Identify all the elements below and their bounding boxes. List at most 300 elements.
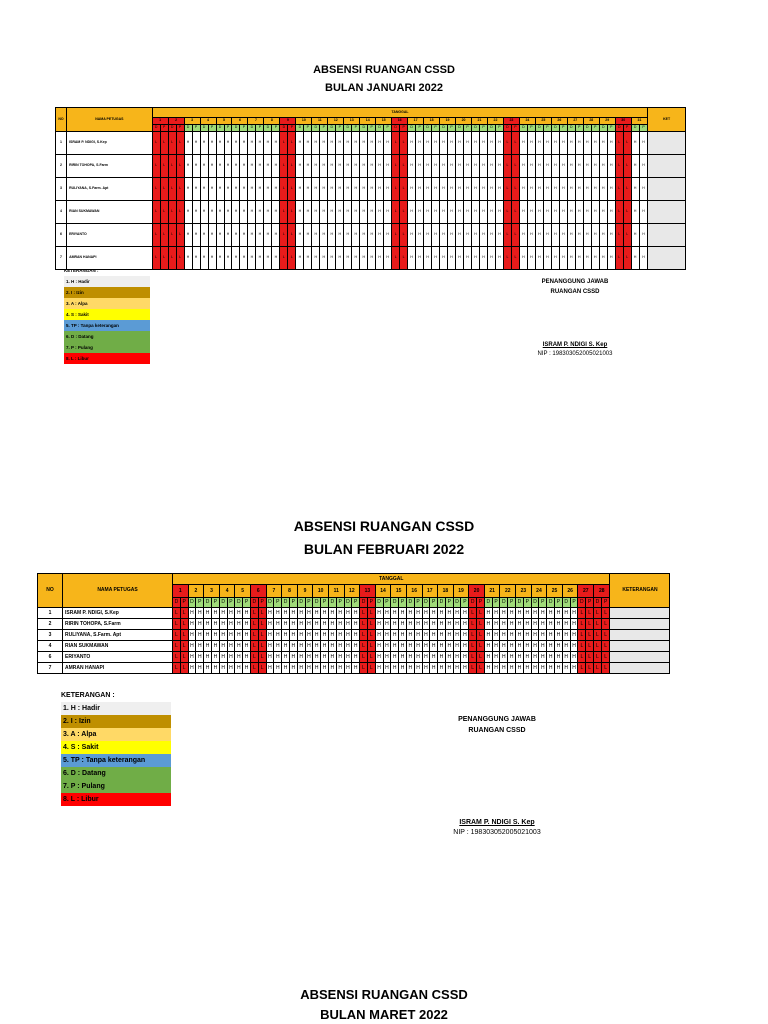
hadir-cell: H — [438, 630, 446, 641]
hadir-cell: H — [480, 155, 488, 178]
hadir-cell: H — [321, 608, 329, 619]
day-number: 3 — [184, 118, 200, 125]
hadir-cell: H — [555, 641, 563, 652]
hadir-cell: H — [264, 132, 272, 155]
hadir-cell: H — [487, 178, 495, 201]
hadir-cell: H — [344, 630, 352, 641]
hadir-cell: H — [297, 663, 305, 674]
hadir-cell: H — [416, 224, 424, 247]
hadir-cell: H — [305, 663, 313, 674]
hadir-cell: H — [416, 247, 424, 270]
hadir-cell: H — [296, 247, 304, 270]
hadir-cell: H — [406, 652, 414, 663]
hadir-cell: H — [543, 247, 551, 270]
hadir-cell: H — [320, 132, 328, 155]
hadir-cell: H — [438, 663, 446, 674]
hadir-cell: H — [438, 619, 446, 630]
hadir-cell: H — [583, 224, 591, 247]
staff-name: RIAN SUKMAWAN — [63, 641, 173, 652]
hadir-cell: H — [224, 132, 232, 155]
hadir-cell: H — [591, 178, 599, 201]
libur-cell: L — [477, 652, 485, 663]
hadir-cell: H — [240, 155, 248, 178]
keterangan-cell — [648, 132, 686, 155]
hadir-cell: H — [344, 132, 352, 155]
libur-cell: L — [360, 608, 368, 619]
hadir-cell: H — [639, 155, 648, 178]
hadir-cell: H — [508, 641, 516, 652]
hadir-cell: H — [312, 155, 320, 178]
hadir-cell: H — [453, 630, 461, 641]
table-row — [56, 178, 686, 201]
hadir-cell: H — [200, 132, 208, 155]
hadir-cell: H — [240, 178, 248, 201]
libur-cell: L — [367, 641, 375, 652]
hadir-cell: H — [414, 630, 422, 641]
libur-cell: L — [578, 630, 586, 641]
hadir-cell: H — [432, 132, 440, 155]
hadir-cell: H — [200, 178, 208, 201]
libur-cell: L — [469, 619, 477, 630]
hadir-cell: H — [591, 224, 599, 247]
hadir-cell: H — [224, 155, 232, 178]
hadir-cell: H — [227, 652, 235, 663]
hadir-cell: H — [200, 201, 208, 224]
hadir-cell: H — [243, 619, 251, 630]
hadir-cell: H — [320, 155, 328, 178]
pulang-mark: P — [523, 598, 531, 608]
libur-cell: L — [578, 652, 586, 663]
hadir-cell: H — [328, 155, 336, 178]
hadir-cell: H — [313, 641, 321, 652]
hadir-cell: H — [336, 178, 344, 201]
day-number: 27 — [578, 585, 594, 598]
hadir-cell: H — [445, 630, 453, 641]
jan-legend-item: 8. L : Libur — [64, 353, 150, 364]
hadir-cell: H — [376, 247, 384, 270]
feb-title: ABSENSI RUANGAN CSSD — [293, 518, 475, 534]
hadir-cell: H — [555, 652, 563, 663]
hadir-cell: H — [352, 663, 360, 674]
day-number: 6 — [232, 118, 248, 125]
libur-cell: L — [152, 178, 160, 201]
hadir-cell: H — [448, 132, 456, 155]
libur-cell: L — [280, 201, 288, 224]
hadir-cell: H — [508, 608, 516, 619]
hadir-cell: H — [328, 608, 336, 619]
hadir-cell: H — [192, 155, 200, 178]
datang-mark: D — [599, 125, 607, 132]
hadir-cell: H — [200, 224, 208, 247]
hadir-cell: H — [547, 652, 555, 663]
table-row — [38, 630, 670, 641]
hadir-cell: H — [391, 641, 399, 652]
hadir-cell: H — [570, 630, 578, 641]
hadir-cell: H — [328, 178, 336, 201]
hadir-cell: H — [448, 201, 456, 224]
hadir-cell: H — [539, 608, 547, 619]
hadir-cell: H — [562, 630, 570, 641]
day-number: 29 — [599, 118, 615, 125]
pulang-mark: P — [416, 125, 424, 132]
staff-no: 4 — [56, 201, 67, 224]
hadir-cell: H — [583, 155, 591, 178]
libur-cell: L — [168, 178, 176, 201]
day-number: 16 — [392, 118, 408, 125]
libur-cell: L — [400, 132, 408, 155]
day-number: 8 — [264, 118, 280, 125]
libur-cell: L — [477, 619, 485, 630]
hadir-cell: H — [383, 641, 391, 652]
hadir-cell: H — [368, 155, 376, 178]
hadir-cell: H — [414, 652, 422, 663]
table-row — [38, 619, 670, 630]
keterangan-cell — [610, 663, 670, 674]
datang-mark: D — [296, 125, 304, 132]
table-row — [38, 641, 670, 652]
tanggal-header: TANGGAL — [173, 574, 610, 585]
libur-cell: L — [578, 608, 586, 619]
hadir-cell: H — [575, 247, 583, 270]
hadir-cell: H — [430, 641, 438, 652]
col-name-header: NAMA PETUGAS — [63, 574, 173, 608]
pulang-mark: P — [176, 125, 184, 132]
datang-mark: D — [282, 598, 290, 608]
hadir-cell: H — [296, 178, 304, 201]
datang-mark: D — [204, 598, 212, 608]
libur-cell: L — [360, 641, 368, 652]
libur-cell: L — [594, 652, 602, 663]
hadir-cell: H — [188, 652, 196, 663]
feb-sign-nip: NIP : 198303052005021003 — [453, 829, 541, 836]
hadir-cell: H — [551, 132, 559, 155]
libur-cell: L — [152, 247, 160, 270]
feb-legend-item: 7. P : Pulang — [61, 780, 171, 793]
hadir-cell: H — [248, 155, 256, 178]
hadir-cell: H — [336, 619, 344, 630]
staff-name: ISRAM P. NDIGI, S.Kep — [67, 132, 153, 155]
feb-sign-title2: RUANGAN CSSD — [468, 727, 526, 734]
day-number: 17 — [408, 118, 424, 125]
hadir-cell: H — [456, 201, 464, 224]
libur-cell: L — [477, 663, 485, 674]
hadir-cell: H — [570, 608, 578, 619]
hadir-cell: H — [484, 619, 492, 630]
hadir-cell: H — [408, 224, 416, 247]
pulang-mark: P — [321, 598, 329, 608]
hadir-cell: H — [256, 247, 264, 270]
datang-mark: D — [456, 125, 464, 132]
hadir-cell: H — [352, 132, 360, 155]
feb-signature — [422, 716, 572, 836]
hadir-cell: H — [211, 652, 219, 663]
day-number: 15 — [376, 118, 392, 125]
pulang-mark: P — [445, 598, 453, 608]
hadir-cell: H — [424, 247, 432, 270]
keterangan-cell — [648, 201, 686, 224]
hadir-cell: H — [391, 630, 399, 641]
hadir-cell: H — [487, 247, 495, 270]
jan-attendance-table — [55, 107, 686, 270]
hadir-cell: H — [208, 155, 216, 178]
day-number: 10 — [313, 585, 329, 598]
libur-cell: L — [477, 630, 485, 641]
libur-cell: L — [586, 663, 594, 674]
datang-mark: D — [472, 125, 480, 132]
hadir-cell: H — [266, 619, 274, 630]
mar-title: ABSENSI RUANGAN CSSD — [300, 987, 468, 1002]
libur-cell: L — [601, 663, 610, 674]
hadir-cell: H — [543, 178, 551, 201]
day-number: 21 — [472, 118, 488, 125]
pulang-mark: P — [639, 125, 648, 132]
pulang-mark: P — [304, 125, 312, 132]
libur-cell: L — [168, 201, 176, 224]
hadir-cell: H — [216, 201, 224, 224]
hadir-cell: H — [464, 201, 472, 224]
table-row — [56, 247, 686, 270]
hadir-cell: H — [336, 630, 344, 641]
datang-mark: D — [250, 598, 258, 608]
hadir-cell: H — [383, 630, 391, 641]
hadir-cell: H — [227, 641, 235, 652]
hadir-cell: H — [432, 224, 440, 247]
hadir-cell: H — [208, 132, 216, 155]
hadir-cell: H — [184, 155, 192, 178]
hadir-cell: H — [527, 178, 535, 201]
hadir-cell: H — [184, 224, 192, 247]
hadir-cell: H — [208, 178, 216, 201]
hadir-cell: H — [461, 608, 469, 619]
hadir-cell: H — [391, 608, 399, 619]
datang-mark: D — [453, 598, 461, 608]
hadir-cell: H — [240, 224, 248, 247]
hadir-cell: H — [535, 132, 543, 155]
hadir-cell: H — [384, 201, 392, 224]
day-number: 28 — [583, 118, 599, 125]
hadir-cell: H — [607, 155, 615, 178]
hadir-cell: H — [500, 630, 508, 641]
datang-mark: D — [440, 125, 448, 132]
hadir-cell: H — [516, 630, 524, 641]
datang-mark: D — [500, 598, 508, 608]
hadir-cell: H — [208, 224, 216, 247]
hadir-cell: H — [274, 652, 282, 663]
hadir-cell: H — [453, 641, 461, 652]
staff-no: 7 — [38, 663, 63, 674]
keterangan-cell — [610, 630, 670, 641]
libur-cell: L — [173, 608, 181, 619]
hadir-cell: H — [567, 224, 575, 247]
datang-mark: D — [578, 598, 586, 608]
libur-cell: L — [152, 155, 160, 178]
datang-mark: D — [631, 125, 639, 132]
day-number: 26 — [551, 118, 567, 125]
hadir-cell: H — [266, 663, 274, 674]
hadir-cell: H — [264, 155, 272, 178]
hadir-cell: H — [304, 155, 312, 178]
hadir-cell: H — [531, 641, 539, 652]
hadir-cell: H — [289, 630, 297, 641]
hadir-cell: H — [500, 608, 508, 619]
pulang-mark: P — [414, 598, 422, 608]
libur-cell: L — [367, 608, 375, 619]
hadir-cell: H — [360, 201, 368, 224]
hadir-cell: H — [464, 132, 472, 155]
hadir-cell: H — [256, 201, 264, 224]
hadir-cell: H — [232, 201, 240, 224]
hadir-cell: H — [320, 224, 328, 247]
hadir-cell: H — [562, 619, 570, 630]
libur-cell: L — [173, 663, 181, 674]
libur-cell: L — [288, 201, 296, 224]
hadir-cell: H — [336, 641, 344, 652]
hadir-cell: H — [305, 619, 313, 630]
libur-cell: L — [400, 247, 408, 270]
hadir-cell: H — [639, 132, 648, 155]
libur-cell: L — [176, 247, 184, 270]
pulang-mark: P — [274, 598, 282, 608]
feb-subtitle: BULAN FEBRUARI 2022 — [303, 541, 465, 557]
day-number: 31 — [631, 118, 648, 125]
hadir-cell: H — [266, 630, 274, 641]
hadir-cell: H — [461, 619, 469, 630]
hadir-cell: H — [631, 132, 639, 155]
hadir-cell: H — [559, 178, 567, 201]
hadir-cell: H — [328, 201, 336, 224]
datang-mark: D — [567, 125, 575, 132]
libur-cell: L — [511, 178, 519, 201]
datang-mark: D — [535, 125, 543, 132]
day-number: 5 — [235, 585, 251, 598]
hadir-cell: H — [282, 608, 290, 619]
libur-cell: L — [586, 619, 594, 630]
hadir-cell: H — [399, 641, 407, 652]
libur-cell: L — [288, 155, 296, 178]
staff-name: AMRAN HANAPI — [67, 247, 153, 270]
hadir-cell: H — [368, 224, 376, 247]
hadir-cell: H — [631, 224, 639, 247]
hadir-cell: H — [599, 132, 607, 155]
hadir-cell: H — [352, 641, 360, 652]
datang-mark: D — [469, 598, 477, 608]
pulang-mark: P — [492, 598, 500, 608]
hadir-cell: H — [266, 652, 274, 663]
hadir-cell: H — [430, 608, 438, 619]
libur-cell: L — [288, 178, 296, 201]
hadir-cell: H — [304, 132, 312, 155]
day-number: 13 — [360, 585, 376, 598]
hadir-cell: H — [274, 619, 282, 630]
hadir-cell: H — [559, 247, 567, 270]
hadir-cell: H — [547, 630, 555, 641]
hadir-cell: H — [321, 663, 329, 674]
pulang-mark: P — [575, 125, 583, 132]
hadir-cell: H — [631, 201, 639, 224]
day-number: 5 — [216, 118, 232, 125]
datang-mark: D — [487, 125, 495, 132]
staff-no: 6 — [56, 224, 67, 247]
hadir-cell: H — [313, 619, 321, 630]
hadir-cell: H — [352, 201, 360, 224]
hadir-cell: H — [414, 619, 422, 630]
hadir-cell: H — [456, 178, 464, 201]
hadir-cell: H — [274, 641, 282, 652]
hadir-cell: H — [232, 178, 240, 201]
libur-cell: L — [586, 641, 594, 652]
hadir-cell: H — [508, 663, 516, 674]
libur-cell: L — [469, 663, 477, 674]
hadir-cell: H — [184, 178, 192, 201]
hadir-cell: H — [445, 641, 453, 652]
hadir-cell: H — [519, 155, 527, 178]
hadir-cell: H — [492, 630, 500, 641]
hadir-cell: H — [559, 201, 567, 224]
hadir-cell: H — [472, 224, 480, 247]
hadir-cell: H — [274, 608, 282, 619]
keterangan-cell — [610, 652, 670, 663]
hadir-cell: H — [227, 619, 235, 630]
pulang-mark: P — [539, 598, 547, 608]
datang-mark: D — [248, 125, 256, 132]
hadir-cell: H — [297, 619, 305, 630]
hadir-cell: H — [567, 178, 575, 201]
hadir-cell: H — [480, 247, 488, 270]
day-number: 18 — [424, 118, 440, 125]
hadir-cell: H — [408, 247, 416, 270]
hadir-cell: H — [375, 652, 383, 663]
jan-signature — [500, 279, 650, 357]
hadir-cell: H — [543, 155, 551, 178]
hadir-cell: H — [196, 663, 204, 674]
hadir-cell: H — [211, 630, 219, 641]
libur-cell: L — [258, 641, 266, 652]
hadir-cell: H — [384, 132, 392, 155]
keterangan-cell — [648, 247, 686, 270]
hadir-cell: H — [424, 201, 432, 224]
hadir-cell: H — [360, 224, 368, 247]
hadir-cell: H — [243, 641, 251, 652]
datang-mark: D — [328, 598, 336, 608]
pulang-mark: P — [336, 125, 344, 132]
hadir-cell: H — [264, 178, 272, 201]
hadir-cell: H — [432, 201, 440, 224]
hadir-cell: H — [516, 663, 524, 674]
hadir-cell: H — [547, 663, 555, 674]
hadir-cell: H — [492, 619, 500, 630]
hadir-cell: H — [321, 652, 329, 663]
hadir-cell: H — [570, 652, 578, 663]
hadir-cell: H — [219, 630, 227, 641]
hadir-cell: H — [376, 224, 384, 247]
hadir-cell: H — [360, 247, 368, 270]
hadir-cell: H — [500, 663, 508, 674]
hadir-cell: H — [516, 641, 524, 652]
hadir-cell: H — [456, 155, 464, 178]
hadir-cell: H — [336, 247, 344, 270]
hadir-cell: H — [527, 224, 535, 247]
hadir-cell: H — [256, 178, 264, 201]
hadir-cell: H — [344, 652, 352, 663]
hadir-cell: H — [445, 663, 453, 674]
hadir-cell: H — [432, 247, 440, 270]
pulang-mark: P — [384, 125, 392, 132]
hadir-cell: H — [416, 132, 424, 155]
jan-sign-title2: RUANGAN CSSD — [550, 289, 600, 295]
hadir-cell: H — [535, 224, 543, 247]
table-row — [56, 224, 686, 247]
pulang-mark: P — [211, 598, 219, 608]
